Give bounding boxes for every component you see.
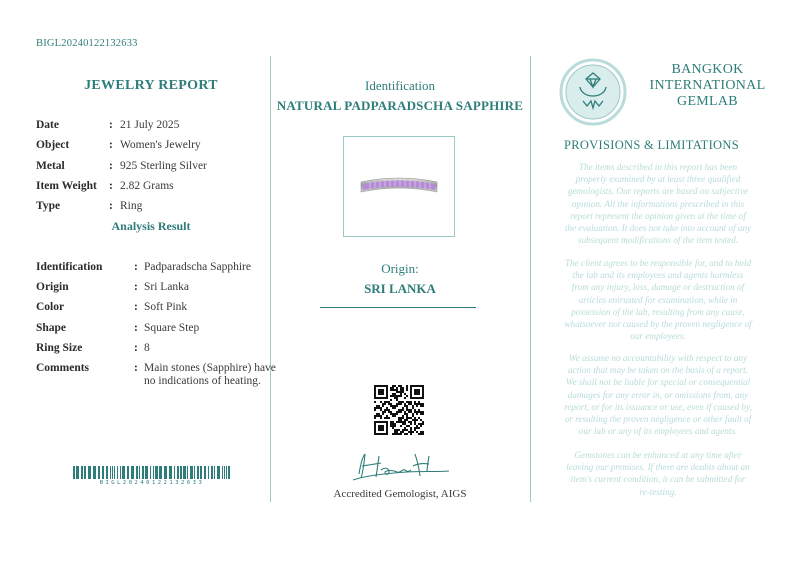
- details-label: Item Weight: [36, 179, 97, 192]
- qr-code: [374, 385, 424, 435]
- analysis-value: Soft Pink: [144, 301, 188, 314]
- analysis-label: Shape: [36, 321, 67, 334]
- analysis-value: Padparadscha Sapphire: [144, 261, 251, 273]
- signature-caption: Accredited Gemologist, AIGS: [333, 488, 467, 500]
- provisions-line: report represent the opinion given at the time of: [570, 210, 746, 221]
- details-value: 21 July 2025: [120, 119, 180, 131]
- details-label: Type: [36, 200, 61, 213]
- analysis-label: Identification: [36, 261, 103, 273]
- separator: :: [109, 200, 113, 213]
- provisions-line: damages for any error in, or omissions from, any: [567, 389, 749, 400]
- provisions-line: our lab or any of its employees and agents.: [578, 426, 738, 437]
- analysis-label: Ring Size: [36, 341, 83, 354]
- separator: :: [109, 119, 113, 131]
- lab-name-line-1: BANGKOK: [671, 62, 744, 77]
- identification-label: Identification: [364, 78, 436, 93]
- signature: [345, 450, 455, 486]
- divider-left: [270, 56, 271, 502]
- provisions-paragraph: [548, 449, 768, 498]
- lab-logo-seal: [558, 57, 628, 127]
- analysis-title: Analysis Result: [111, 219, 191, 233]
- details-value: 925 Sterling Silver: [120, 159, 207, 172]
- provisions-line: We shall not be liable for special or consequential: [565, 377, 751, 388]
- details-value: 2.82 Grams: [120, 179, 174, 192]
- lab-name-line-3: GEMLAB: [677, 94, 738, 109]
- provisions-line: our employees.: [630, 331, 686, 342]
- separator: :: [109, 139, 113, 152]
- report-title: JEWELRY REPORT: [84, 78, 218, 93]
- separator: :: [134, 341, 138, 354]
- details-label: Metal: [36, 159, 65, 172]
- provisions-line: leaving our premises. If there are doubts about an: [566, 462, 750, 473]
- separator: :: [109, 179, 113, 192]
- provisions-line: subsequent modifications of the item tested.: [577, 235, 739, 246]
- analysis-label: Origin: [36, 281, 69, 294]
- origin-underline: [320, 307, 476, 308]
- provisions-line: report, or for its issuance or use, even if caused by,: [564, 401, 752, 412]
- provisions-title: PROVISIONS & LIMITATIONS: [564, 138, 739, 152]
- analysis-value: Sri Lanka: [144, 281, 190, 294]
- details-label: Object: [36, 139, 70, 152]
- analysis-label: Color: [36, 301, 65, 314]
- provisions-paragraph: [548, 257, 768, 342]
- provisions-line: The client agrees to be responsible for, and to hold: [564, 258, 752, 268]
- provisions-line: the evaluation. It does not take into account of any: [564, 223, 752, 234]
- ring-photo: [343, 136, 455, 237]
- provisions-paragraph: [548, 161, 768, 246]
- analysis-value: Square Step: [144, 321, 200, 334]
- lab-name: [640, 62, 775, 110]
- details-label: Date: [36, 119, 59, 131]
- provisions-line: properly examined by at least three qualified: [575, 174, 741, 185]
- provisions-line: whatsoever not caused by the proven negligence of: [564, 319, 752, 330]
- barcode-text: BIGL20240122132633: [99, 480, 205, 486]
- identification-value: NATURAL PADPARADSCHA SAPPHIRE: [276, 98, 524, 113]
- provisions-paragraph: [548, 352, 768, 437]
- lab-name-line-2: INTERNATIONAL: [649, 78, 766, 93]
- provisions-line: action that may be taken on the basis of a report.: [567, 365, 749, 376]
- report-id: BIGL20240122132633: [36, 38, 138, 49]
- provisions-line: Gemstones can be enhanced at any time after: [574, 450, 742, 460]
- details-value: Ring: [120, 200, 143, 213]
- provisions-line: item's current condition, it can be submitted for: [570, 474, 746, 485]
- origin-value: SRI LANKA: [364, 281, 436, 296]
- provisions-line: The items described in this report has been: [578, 162, 738, 172]
- provisions-line: gemologists. Our reports are based on subjective: [567, 186, 749, 197]
- analysis-value-line2: no indications of heating.: [144, 375, 261, 387]
- origin-label: Origin:: [381, 261, 419, 276]
- provisions-line: opinion. All the informations prescribed in this: [571, 198, 745, 209]
- ring-image: [344, 137, 454, 236]
- provisions-line: from any injury, loss, damage or destruction of: [571, 282, 745, 293]
- separator: :: [134, 281, 138, 294]
- provisions-line: articles entrusted for examination, while in: [578, 294, 738, 305]
- separator: :: [134, 261, 138, 273]
- provisions-line: possession of the lab, resulting from any cause,: [571, 306, 745, 317]
- separator: :: [134, 321, 138, 334]
- analysis-label: Comments: [36, 362, 90, 374]
- barcode: [73, 466, 231, 479]
- provisions-line: or resulting the proven negligence or other fault of: [564, 414, 752, 425]
- separator: :: [134, 301, 138, 314]
- analysis-value: Main stones (Sapphire) have: [144, 362, 276, 374]
- provisions-line: the lab and its employees and agents harmless: [572, 270, 744, 281]
- provisions-line: We assume no accountability with respect to any: [568, 353, 748, 363]
- details-value: Women's Jewelry: [120, 139, 201, 152]
- separator: :: [134, 362, 138, 374]
- separator: :: [109, 159, 113, 172]
- analysis-value: 8: [144, 341, 150, 354]
- divider-right: [530, 56, 531, 502]
- provisions-line: re-testing.: [639, 486, 677, 497]
